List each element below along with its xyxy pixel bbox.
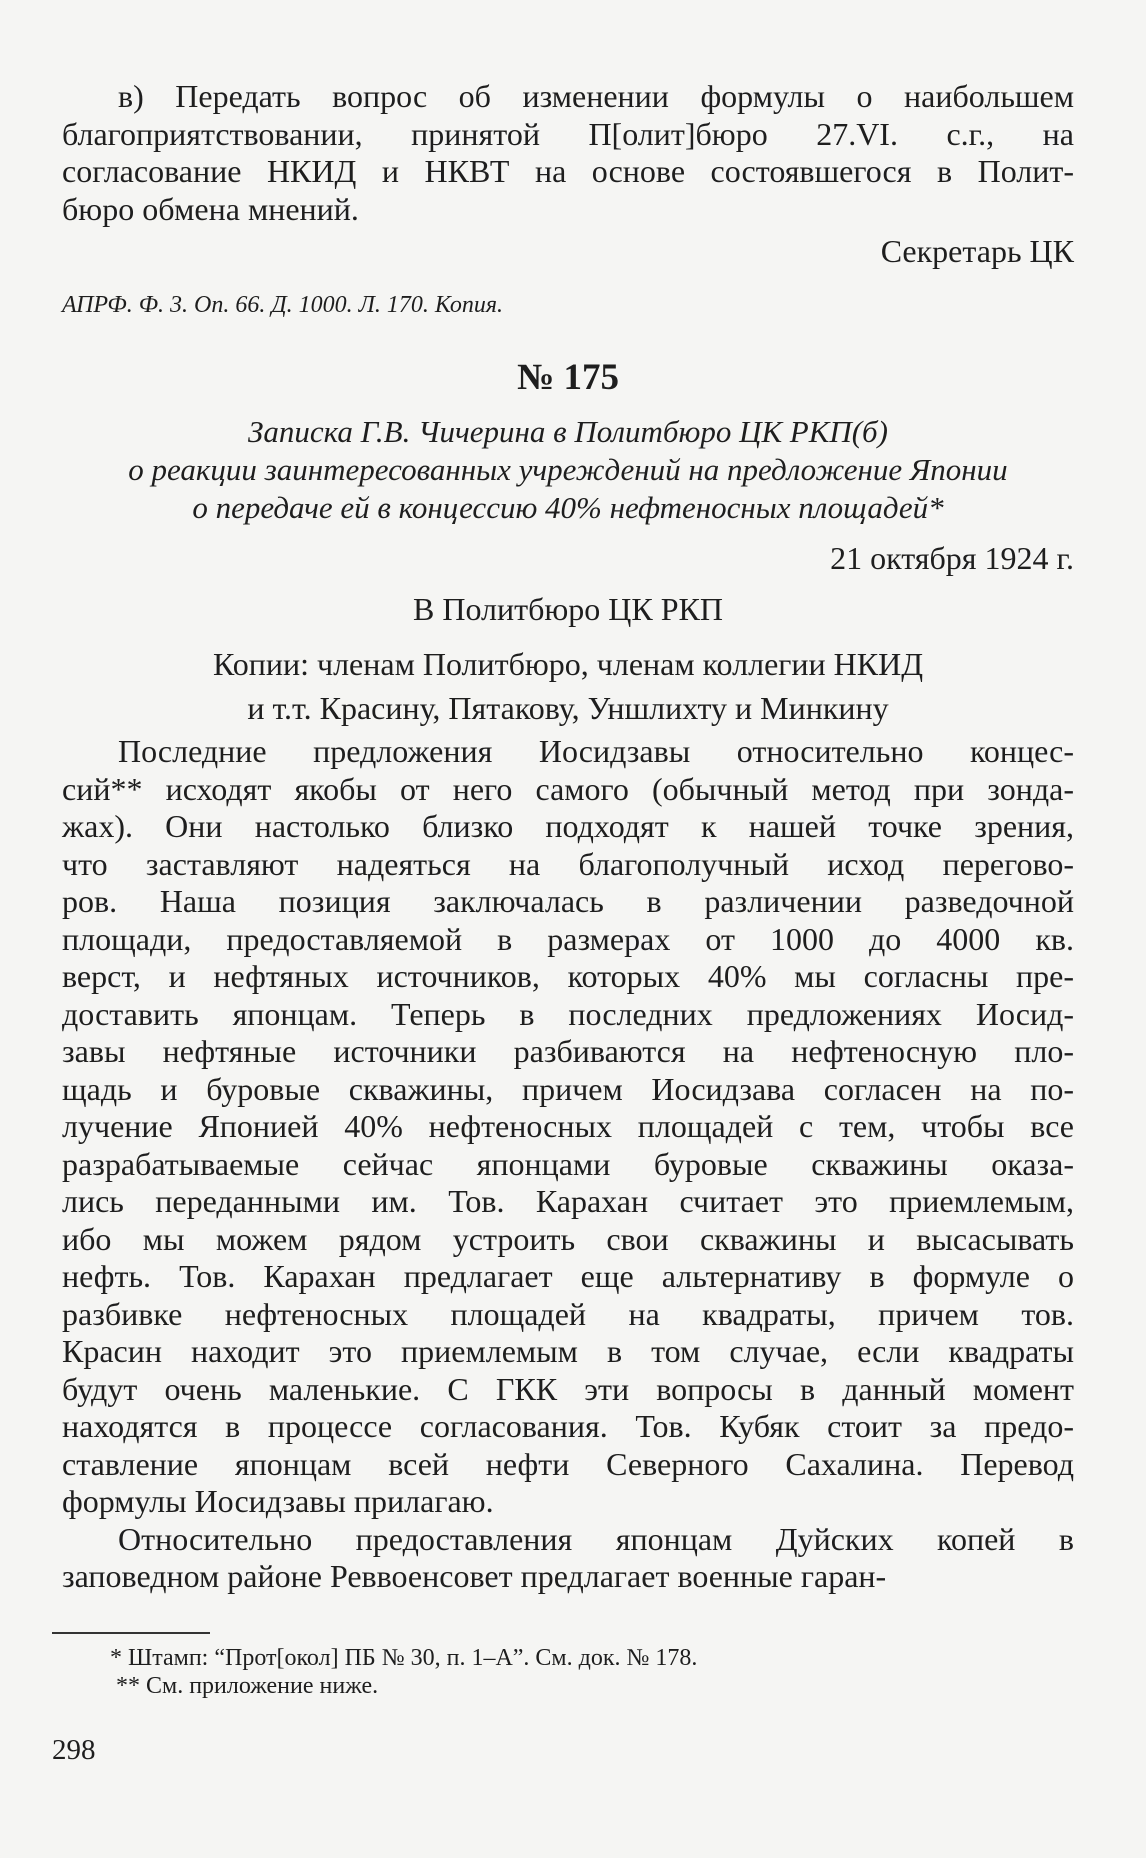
text-line: Красин находит это приемлемым в том случае, если квадраты	[62, 1333, 1074, 1369]
paragraph-2	[62, 1521, 1074, 1596]
text-line: заповедном районе Реввоенсовет предлагает военные гаран-	[62, 1558, 887, 1594]
copies-list	[62, 642, 1074, 730]
text-line: разбивке нефтеносных площадей на квадраты, причем тов.	[62, 1295, 1074, 1332]
text-line: лучение Японией 40% нефтеносных площадей с тем, чтобы все	[62, 1108, 1074, 1144]
text-line: согласование НКИД и НКВТ на основе состоявшегося в Полит-	[62, 153, 1074, 189]
copies-line: и т.т. Красину, Пятакову, Уншлихту и Минкину	[247, 690, 889, 726]
document-title	[62, 413, 1074, 527]
text-line: находятся в процессе согласования. Тов. Кубяк стоит за предо-	[62, 1408, 1074, 1444]
text-line: сий** исходят якобы от него самого (обычный метод при зонда-	[62, 770, 1074, 807]
text-line: ров. Наша позиция заключалась в различении разведочной	[62, 883, 1074, 919]
text-line: что заставляют надеяться на благополучный исход перегово-	[62, 845, 1074, 882]
text-line: Относительно предоставления японцам Дуйских копей в	[118, 1520, 1074, 1557]
text-line: благоприятствовании, принятой П[олит]бюро 27.VI. с.г., на	[62, 115, 1074, 152]
text-line: верст, и нефтяных источников, которых 40% мы согласны пре-	[62, 958, 1074, 994]
title-line: о передаче ей в концессию 40% нефтеносных площадей*	[192, 490, 944, 525]
title-line: о реакции заинтересованных учреждений на предложение Японии	[128, 452, 1008, 487]
text-line: жах). Они настолько близко подходят к нашей точке зрения,	[62, 808, 1074, 844]
text-line: будут очень маленькие. С ГКК эти вопросы в данный момент	[62, 1370, 1074, 1407]
body-text	[62, 733, 1074, 1596]
footnote-2: ** См. приложение ниже.	[116, 1673, 379, 1699]
text-line: ибо мы можем рядом устроить свои скважины и высасывать	[62, 1220, 1074, 1257]
addressee: В Политбюро ЦК РКП	[413, 591, 723, 627]
archive-reference: АПРФ. Ф. 3. Оп. 66. Д. 1000. Л. 170. Копия.	[62, 292, 504, 318]
text-line: бюро обмена мнений.	[62, 190, 359, 227]
text-line: доставить японцам. Теперь в последних предложениях Иосид-	[62, 995, 1074, 1032]
title-line: Записка Г.В. Чичерина в Политбюро ЦК РКП(б)	[248, 414, 888, 449]
decision-paragraph	[62, 78, 1074, 228]
text-line: щадь и буровые скважины, причем Иосидзава согласен на по-	[62, 1070, 1074, 1107]
text-line: ставление японцам всей нефти Северного Сахалина. Перевод	[62, 1445, 1074, 1482]
signature: Секретарь ЦК	[880, 233, 1074, 269]
copies-line: Копии: членам Политбюро, членам коллегии НКИД	[212, 646, 924, 682]
text-line: завы нефтяные источники разбиваются на нефтеносную пло-	[62, 1033, 1074, 1069]
document-date: 21 октября 1924 г.	[830, 540, 1074, 576]
page-number: 298	[52, 1734, 96, 1766]
text-line: формулы Иосидзавы прилагаю.	[62, 1483, 494, 1519]
footnote-divider	[52, 1632, 210, 1634]
document-number: № 175	[517, 357, 619, 398]
text-line: Последние предложения Иосидзавы относительно концес-	[118, 733, 1074, 769]
text-line: лись переданными им. Тов. Карахан считает это приемлемым,	[62, 1183, 1074, 1219]
text-line: нефть. Тов. Карахан предлагает еще альтернативу в формуле о	[62, 1258, 1074, 1294]
text-line: площади, предоставляемой в размерах от 1000 до 4000 кв.	[62, 920, 1074, 957]
footnote-1: * Штамп: “Прот[окол] ПБ № 30, п. 1–А”. См. док. № 178.	[110, 1645, 698, 1671]
paragraph-1	[62, 733, 1074, 1521]
text-line: разрабатываемые сейчас японцами буровые скважины оказа-	[62, 1145, 1074, 1182]
text-line: в) Передать вопрос об изменении формулы о наибольшем	[118, 78, 1074, 114]
